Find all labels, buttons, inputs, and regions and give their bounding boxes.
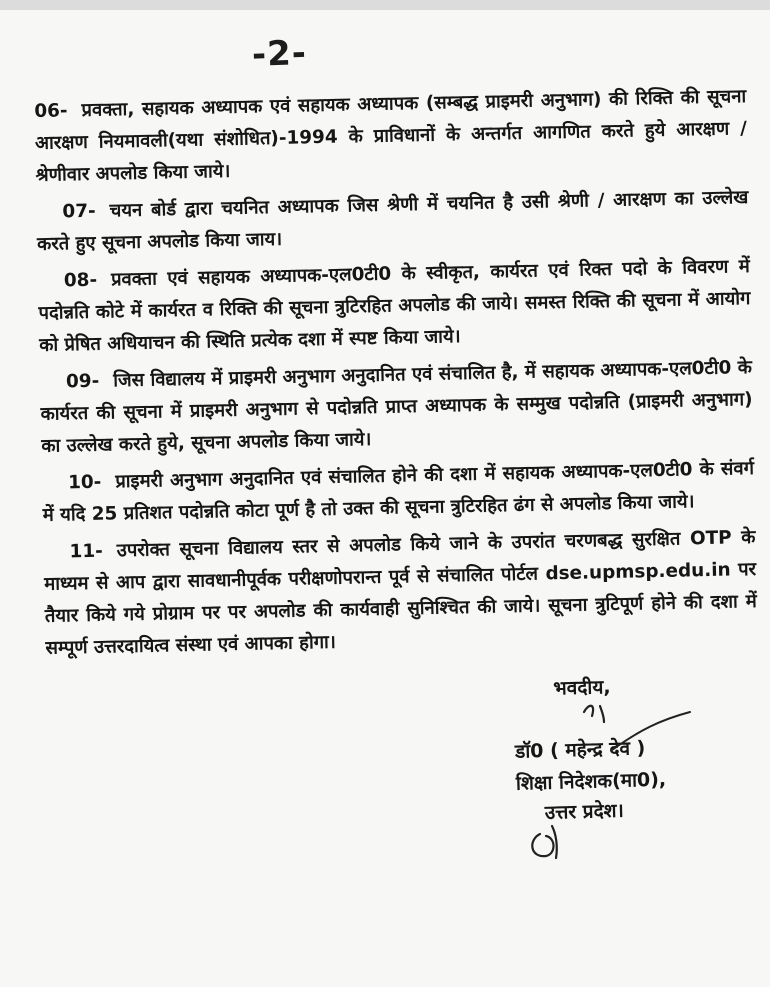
letter-body xyxy=(34,81,758,670)
paragraph-text: चयन बोर्ड द्वारा चयनित अध्यापक जिस श्रेणी में चयनित है उसी श्रेणी / आरक्षण का उल्लेख करते हुए सूचना अपलोड किया जाय। xyxy=(36,187,749,255)
page-number: -2- xyxy=(251,33,308,75)
paragraph-07 xyxy=(36,182,749,261)
signature-block xyxy=(505,669,745,824)
paragraph-text: प्रवक्ता एवं सहायक अध्यापक-एल0टी0 के स्वीकृत, कार्यरत एवं रिक्त पदो के विवरण में पदोन्नति कोटे में कार्यरत व रिक्ति की सूचना त्रुटिरहित अपलोड की जाये। समस्त रिक्ति की सूचना में आयोग को प्रेषित अधियाचन की स्थिति प्रत्येक दशा में स्पष्ट किया जाये। xyxy=(38,256,751,356)
paragraph-number: 07- xyxy=(62,200,96,223)
signatory-state: उत्तर प्रदेश। xyxy=(544,799,625,824)
closing: भवदीय, xyxy=(553,676,611,700)
paragraph-11 xyxy=(43,522,758,665)
paragraph-08 xyxy=(38,251,752,362)
paragraph-text: उपरोक्त सूचना विद्यालय स्तर से अपलोड किये जाने के उपरांत चरणबद्ध सुरक्षित OTP के माध्यम से आप द्वारा सावधानीपूर्वक परीक्षणोपरान्त पूर्व से संचालित पोर्टल dse.upmsp.edu.in पर तैयार किये गये प्रोग्राम पर पर अपलोड की कार्यवाही सुनिश्चित की जाये। सूचना त्रुटिपूर्ण होने की दशा में सम्पूर्ण उत्तरदायित्व संस्था एवं आपका होगा। xyxy=(44,526,757,659)
paragraph-number: 11- xyxy=(69,540,104,563)
paragraph-text: प्राइमरी अनुभाग अनुदानित एवं संचालित होने की दशा में सहायक अध्यापक-एल0टी0 के संवर्ग में यदि 25 प्रतिशत पदोन्नति कोटा पूर्ण है तो उक्त की सूचना त्रुटिरहित ढंग से अपलोड किया जाये। xyxy=(42,458,755,526)
paragraph-number: 06- xyxy=(34,100,68,122)
paragraph-number: 08- xyxy=(63,269,98,292)
paragraph-06 xyxy=(34,81,748,192)
scan-edge xyxy=(0,0,770,10)
paragraph-10 xyxy=(42,453,755,532)
paragraph-text: प्रवक्ता, सहायक अध्यापक एवं सहायक अध्यापक (सम्बद्ध प्राइमरी अनुभाग) की रिक्ति की सूचना आरक्षण नियमावली(यथा संशोधित)-1994 के प्राविधानों के अन्तर्गत आगणित करते हुये आरक्षण / श्रेणीवार अपलोड किया जाये। xyxy=(34,86,748,186)
signatory-name: डॉ0 ( महेन्द्र देव ) xyxy=(514,737,646,763)
signatory-designation: शिक्षा निदेशक(मा0), xyxy=(515,768,667,795)
paragraph-number: 09- xyxy=(65,370,100,393)
paragraph-number: 10- xyxy=(67,471,102,494)
paragraph-text: जिस विद्यालय में प्राइमरी अनुभाग अनुदानित एवं संचालित है, में सहायक अध्यापक-एल0टी0 के कार्यरत की सूचना में प्राइमरी अनुभाग से पदोन्नति प्राप्त अध्यापक के सम्मुख पदोन्नति (प्राइमरी अनुभाग) का उल्लेख करते हुये, सूचना अपलोड किया जाये। xyxy=(40,357,753,457)
paragraph-09 xyxy=(40,352,754,463)
